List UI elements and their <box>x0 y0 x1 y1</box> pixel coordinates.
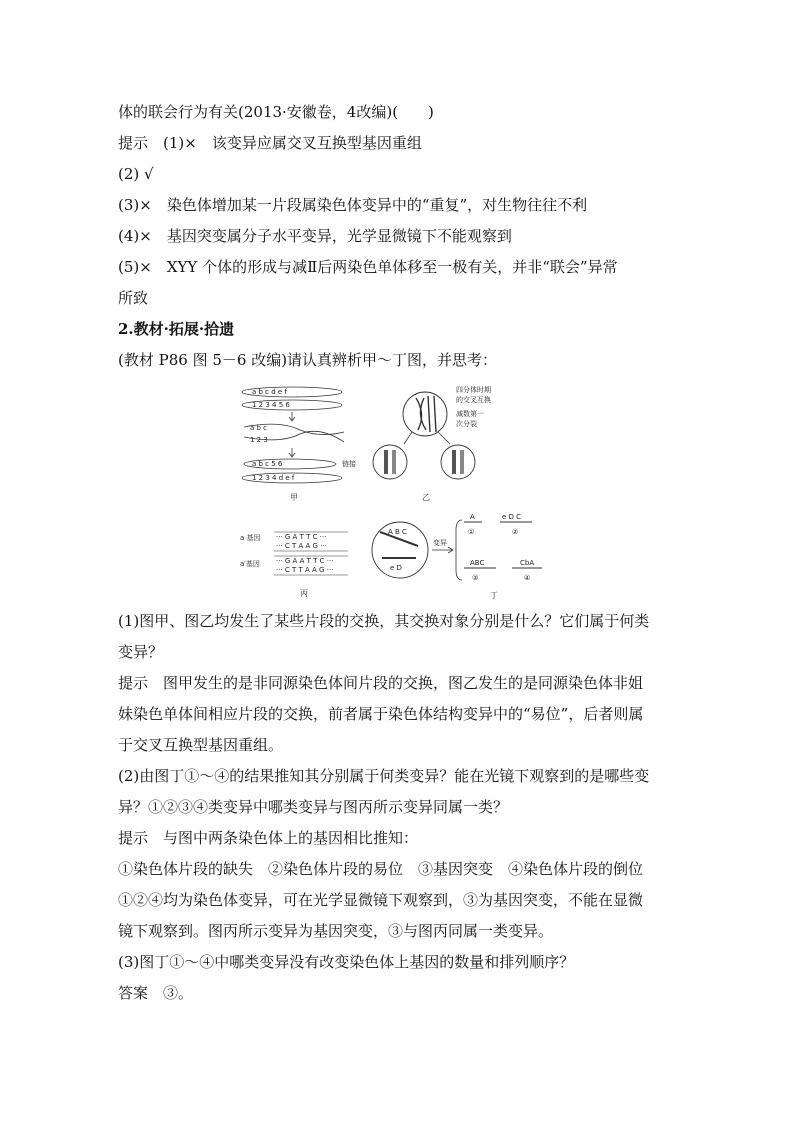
jia-row3-top: a b c 5 6 <box>252 460 283 468</box>
yi-note4: 次分裂 <box>456 420 477 428</box>
ding-cell-labels: A B C <box>388 528 407 536</box>
yi-note3: 减数第一 <box>456 410 484 418</box>
question-line: 变异？ <box>118 643 164 661</box>
hint-line: ①②④均为染色体变异，可在光学显微镜下观察到，③为基因突变，不能在显微 <box>118 891 644 909</box>
answer-line: 答案 ③。 <box>118 984 194 1002</box>
bing-gene-a-prime: a′基因 <box>240 560 260 568</box>
jia-row2-bottom: 1 2 3 <box>250 436 268 444</box>
ding-r3: ABC <box>470 559 485 567</box>
bing-seq1-bottom: ··· C T A A G ··· <box>276 542 327 550</box>
text-line: (教材 P86 图 5－6 改编)请认真辨析甲～丁图，并思考： <box>118 351 498 369</box>
text-line: 所致 <box>118 289 149 307</box>
bing-seq1-top: ··· G A T T C ··· <box>276 533 327 541</box>
ding-arrow-label: 变异 <box>433 539 447 547</box>
ding-caption: 丁 <box>490 591 498 600</box>
jia-row1-bottom: 1 2 3 4 5 6 <box>252 401 290 409</box>
question-line: (3)图丁①～④中哪类变异没有改变染色体上基因的数量和排列顺序？ <box>118 953 575 971</box>
question-line: (2)由图丁①～④的结果推知其分别属于何类变异？能在光镜下观察到的是哪些变 <box>118 767 650 785</box>
text-line: (5)× XYY 个体的形成与减Ⅱ后两染色单体移至一极有关，并非“联会”异常 <box>118 258 618 276</box>
ding-r2-num: ② <box>512 528 519 536</box>
yi-caption: 乙 <box>422 493 430 502</box>
ding-cell-labels2: e D <box>390 564 402 572</box>
jia-row2-top: a b c <box>250 424 268 432</box>
text-line: 体的联会行为有关(2013·安徽卷，4改编)( ) <box>118 103 434 121</box>
bing-gene-a: a 基因 <box>240 534 261 542</box>
jia-link-label: 链接 <box>342 460 356 468</box>
figure-bing <box>240 532 348 598</box>
ding-r4-num: ④ <box>524 574 531 582</box>
text-line: (3)× 染色体增加某一片段属染色体变异中的“重复”，对生物往往不利 <box>118 196 588 214</box>
hint-line: 提示 图甲发生的是非同源染色体间片段的交换，图乙发生的是同源染色体非姐 <box>118 674 644 692</box>
question-line: 异？①②③④类变异中哪类变异与图丙所示变异同属一类？ <box>118 798 509 816</box>
hint-line: 提示 与图中两条染色体上的基因相比推知： <box>118 829 419 847</box>
ding-r4: CbA <box>520 559 535 567</box>
section-heading: 2.教材·拓展·拾遗 <box>118 320 235 338</box>
chromosome-variation-figure <box>240 382 560 602</box>
figure-yi <box>373 385 491 502</box>
ding-r2: e D C <box>502 513 522 521</box>
bing-caption: 丙 <box>300 589 308 598</box>
hint-line: 镜下观察到。图丙所示变异为基因突变，③与图丙同属一类变异。 <box>118 922 554 940</box>
yi-note2: 的交叉互换 <box>456 396 491 404</box>
jia-row3-bottom: 1 2 3 4 d e f <box>252 474 295 482</box>
yi-note1: 四分体时期 <box>456 386 491 394</box>
ding-r1: A <box>470 513 475 521</box>
jia-row1-top: a b c d e f <box>252 388 287 396</box>
figure-ding <box>372 513 542 600</box>
jia-caption: 甲 <box>290 493 298 502</box>
figure-jia <box>242 387 356 502</box>
hint-line: ①染色体片段的缺失 ②染色体片段的易位 ③基因突变 ④染色体片段的倒位 <box>118 860 644 878</box>
hint-line: 于交叉互换型基因重组。 <box>118 736 284 754</box>
bing-seq2-bottom: ··· C T T A A G ··· <box>276 566 334 574</box>
text-line: (2) √ <box>118 165 154 183</box>
ding-r3-num: ③ <box>472 574 479 582</box>
question-line: (1)图甲、图乙均发生了某些片段的交换，其交换对象分别是什么？它们属于何类 <box>118 612 650 630</box>
text-line: (4)× 基因突变属分子水平变异，光学显微镜下不能观察到 <box>118 227 512 245</box>
bing-seq2-top: ··· G A A T T C ··· <box>276 557 334 565</box>
hint-line: 妹染色单体间相应片段的交换，前者属于染色体结构变异中的“易位”，后者则属 <box>118 705 644 723</box>
ding-r1-num: ① <box>468 528 475 536</box>
text-line: 提示 (1)× 该变异应属交叉互换型基因重组 <box>118 134 422 152</box>
